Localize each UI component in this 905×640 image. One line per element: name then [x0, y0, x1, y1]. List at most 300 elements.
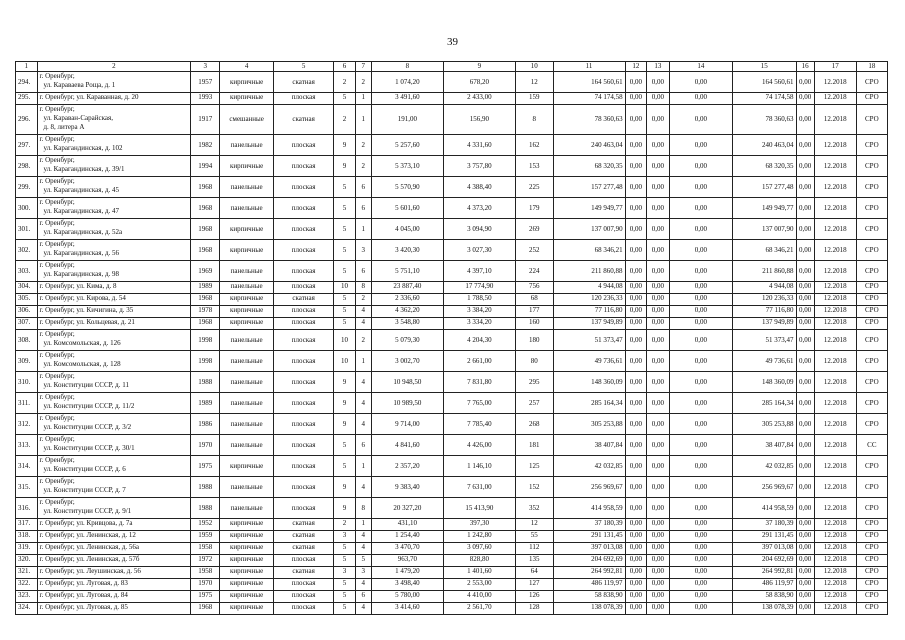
cell-floors: 2 — [334, 519, 356, 531]
cell-res: 125 — [515, 456, 553, 477]
cell-liv: 2 561,70 — [443, 603, 515, 615]
cell-c15: 78 360,63 — [733, 105, 796, 135]
cell-wall: кирпичные — [220, 93, 274, 105]
cell-liv: 3 334,20 — [443, 318, 515, 330]
cell-total: 264 992,81 — [553, 567, 625, 579]
cell-c15: 74 174,58 — [733, 93, 796, 105]
cell-c13: 0,00 — [647, 591, 670, 603]
cell-no: 295. — [16, 93, 38, 105]
cell-addr — [37, 567, 191, 579]
cell-liv: 397,30 — [443, 519, 515, 531]
address-line: г. Оренбург, ул. Луговая, д. 85 — [39, 603, 128, 611]
cell-wall: кирпичные — [220, 591, 274, 603]
cell-liv: 678,20 — [443, 72, 515, 93]
cell-c12: 0,00 — [625, 261, 647, 282]
cell-wall: кирпичные — [220, 456, 274, 477]
cell-date: 12.2018 — [814, 240, 856, 261]
cell-roof: плоская — [274, 477, 334, 498]
cell-year: 1968 — [191, 240, 220, 261]
cell-year: 1986 — [191, 414, 220, 435]
cell-liv: 4 331,60 — [443, 135, 515, 156]
cell-year: 1957 — [191, 72, 220, 93]
cell-c14: 0,00 — [669, 414, 732, 435]
cell-c12: 0,00 — [625, 177, 647, 198]
address-line: ул. Караван-Сарайская, — [43, 114, 113, 122]
cell-wall: кирпичные — [220, 219, 274, 240]
column-number-row — [16, 62, 888, 72]
cell-roof: плоская — [274, 198, 334, 219]
column-number-9: 9 — [443, 62, 515, 72]
cell-addr — [37, 477, 191, 498]
cell-total: 42 032,85 — [553, 456, 625, 477]
cell-c15: 138 078,39 — [733, 603, 796, 615]
cell-res: 252 — [515, 240, 553, 261]
cell-ent: 3 — [355, 240, 371, 261]
cell-roof: плоская — [274, 93, 334, 105]
cell-area: 963,70 — [371, 555, 443, 567]
cell-c15: 486 119,97 — [733, 579, 796, 591]
cell-liv: 4 388,40 — [443, 177, 515, 198]
cell-date: 12.2018 — [814, 156, 856, 177]
address-line: г. Оренбург, — [39, 261, 75, 269]
cell-floors: 5 — [334, 306, 356, 318]
cell-area: 2 336,60 — [371, 294, 443, 306]
cell-ent: 4 — [355, 414, 371, 435]
address-line: ул. Конституции СССР, д. 30/1 — [43, 444, 135, 452]
table-row — [16, 414, 888, 435]
cell-c14: 0,00 — [669, 306, 732, 318]
cell-ent: 4 — [355, 603, 371, 615]
column-number-11: 11 — [553, 62, 625, 72]
address-line: г. Оренбург, ул. Ленинская, д. 56а — [39, 543, 139, 551]
cell-c14: 0,00 — [669, 603, 732, 615]
address-line: г. Оренбург, — [39, 135, 75, 143]
cell-c16: 0,00 — [796, 261, 814, 282]
cell-year: 1988 — [191, 477, 220, 498]
cell-wall: панельные — [220, 135, 274, 156]
cell-roof: плоская — [274, 456, 334, 477]
address-line: г. Оренбург, ул. Кичигина, д. 35 — [39, 306, 134, 314]
cell-c13: 0,00 — [647, 240, 670, 261]
cell-c15: 120 236,33 — [733, 294, 796, 306]
cell-c14: 0,00 — [669, 579, 732, 591]
column-number-18: 18 — [856, 62, 887, 72]
cell-c14: 0,00 — [669, 294, 732, 306]
cell-total: 305 253,88 — [553, 414, 625, 435]
column-number-2: 2 — [37, 62, 191, 72]
cell-c16: 0,00 — [796, 177, 814, 198]
cell-wall: кирпичные — [220, 240, 274, 261]
cell-wall: панельные — [220, 414, 274, 435]
cell-c14: 0,00 — [669, 261, 732, 282]
cell-date: 12.2018 — [814, 555, 856, 567]
cell-c15: 256 969,67 — [733, 477, 796, 498]
address-line: ул. Конституции СССР, д. 9/1 — [43, 507, 132, 515]
cell-ent: 6 — [355, 177, 371, 198]
cell-c12: 0,00 — [625, 372, 647, 393]
cell-area: 1 254,40 — [371, 531, 443, 543]
cell-addr — [37, 294, 191, 306]
cell-c14: 0,00 — [669, 372, 732, 393]
address-line: г. Оренбург, — [39, 105, 75, 113]
cell-c14: 0,00 — [669, 477, 732, 498]
cell-c12: 0,00 — [625, 330, 647, 351]
cell-liv: 7 631,00 — [443, 477, 515, 498]
page-number: 39 — [447, 36, 458, 48]
cell-c13: 0,00 — [647, 603, 670, 615]
cell-c16: 0,00 — [796, 372, 814, 393]
cell-addr — [37, 435, 191, 456]
cell-area: 20 327,20 — [371, 498, 443, 519]
cell-way: СРО — [856, 72, 887, 93]
cell-liv: 3 097,60 — [443, 543, 515, 555]
address-line: г. Оренбург, ул. Ленинская, д. 12 — [39, 531, 136, 539]
cell-roof: плоская — [274, 240, 334, 261]
cell-c15: 157 277,48 — [733, 177, 796, 198]
cell-floors: 9 — [334, 393, 356, 414]
cell-c15: 4 944,08 — [733, 282, 796, 294]
cell-c15: 51 373,47 — [733, 330, 796, 351]
cell-c14: 0,00 — [669, 156, 732, 177]
cell-year: 1989 — [191, 282, 220, 294]
table-row — [16, 261, 888, 282]
cell-liv: 7 831,80 — [443, 372, 515, 393]
cell-year: 1952 — [191, 519, 220, 531]
cell-liv: 3 384,20 — [443, 306, 515, 318]
cell-no: 315. — [16, 477, 38, 498]
address-line: г. Оренбург, ул. Кирова, д. 54 — [39, 294, 126, 302]
cell-liv: 828,80 — [443, 555, 515, 567]
cell-c14: 0,00 — [669, 219, 732, 240]
column-number-8: 8 — [371, 62, 443, 72]
cell-year: 1998 — [191, 330, 220, 351]
cell-c15: 137 007,90 — [733, 219, 796, 240]
cell-c14: 0,00 — [669, 135, 732, 156]
cell-c16: 0,00 — [796, 435, 814, 456]
cell-total: 51 373,47 — [553, 330, 625, 351]
cell-wall: кирпичные — [220, 579, 274, 591]
cell-ent: 2 — [355, 72, 371, 93]
cell-date: 12.2018 — [814, 414, 856, 435]
cell-c14: 0,00 — [669, 498, 732, 519]
cell-way: СРО — [856, 351, 887, 372]
cell-c14: 0,00 — [669, 282, 732, 294]
cell-no: 314. — [16, 456, 38, 477]
cell-roof: плоская — [274, 135, 334, 156]
cell-no: 305. — [16, 294, 38, 306]
cell-c16: 0,00 — [796, 567, 814, 579]
cell-c16: 0,00 — [796, 294, 814, 306]
cell-ent: 2 — [355, 156, 371, 177]
cell-addr — [37, 543, 191, 555]
cell-area: 3 548,80 — [371, 318, 443, 330]
cell-no: 313. — [16, 435, 38, 456]
cell-no: 307. — [16, 318, 38, 330]
cell-res: 268 — [515, 414, 553, 435]
cell-area: 10 989,50 — [371, 393, 443, 414]
cell-wall: кирпичные — [220, 318, 274, 330]
cell-c14: 0,00 — [669, 393, 732, 414]
cell-ent: 5 — [355, 555, 371, 567]
cell-floors: 10 — [334, 330, 356, 351]
cell-c16: 0,00 — [796, 531, 814, 543]
cell-roof: плоская — [274, 177, 334, 198]
cell-c16: 0,00 — [796, 477, 814, 498]
cell-c15: 211 860,88 — [733, 261, 796, 282]
address-line: ул. Караваева Роща, д. 1 — [43, 81, 116, 89]
cell-c16: 0,00 — [796, 93, 814, 105]
cell-roof: скатная — [274, 519, 334, 531]
cell-roof: скатная — [274, 567, 334, 579]
cell-c13: 0,00 — [647, 306, 670, 318]
cell-date: 12.2018 — [814, 498, 856, 519]
cell-total: 38 407,84 — [553, 435, 625, 456]
cell-liv: 4 373,20 — [443, 198, 515, 219]
cell-no: 319. — [16, 543, 38, 555]
cell-total: 240 463,04 — [553, 135, 625, 156]
cell-date: 12.2018 — [814, 93, 856, 105]
address-line: ул. Карагандинская, д. 102 — [43, 144, 123, 152]
cell-no: 308. — [16, 330, 38, 351]
cell-c14: 0,00 — [669, 198, 732, 219]
cell-floors: 5 — [334, 543, 356, 555]
cell-no: 303. — [16, 261, 38, 282]
cell-res: 112 — [515, 543, 553, 555]
table-body — [16, 62, 888, 615]
cell-c12: 0,00 — [625, 105, 647, 135]
cell-wall: панельные — [220, 282, 274, 294]
address-line: г. Оренбург, — [39, 351, 75, 359]
cell-way: СРО — [856, 414, 887, 435]
table-row — [16, 603, 888, 615]
cell-liv: 7 785,40 — [443, 414, 515, 435]
cell-year: 1968 — [191, 198, 220, 219]
address-line: ул. Конституции СССР, д. 6 — [43, 465, 126, 473]
cell-c12: 0,00 — [625, 498, 647, 519]
column-number-7: 7 — [355, 62, 371, 72]
cell-addr — [37, 135, 191, 156]
cell-c12: 0,00 — [625, 240, 647, 261]
cell-area: 3 491,60 — [371, 93, 443, 105]
cell-addr — [37, 330, 191, 351]
cell-way: СРО — [856, 543, 887, 555]
cell-roof: плоская — [274, 330, 334, 351]
cell-date: 12.2018 — [814, 105, 856, 135]
cell-liv: 156,90 — [443, 105, 515, 135]
cell-area: 5 257,60 — [371, 135, 443, 156]
table-row — [16, 351, 888, 372]
cell-c16: 0,00 — [796, 240, 814, 261]
cell-c12: 0,00 — [625, 219, 647, 240]
cell-year: 1978 — [191, 306, 220, 318]
cell-way: СРО — [856, 294, 887, 306]
cell-c12: 0,00 — [625, 519, 647, 531]
cell-c12: 0,00 — [625, 477, 647, 498]
cell-c15: 38 407,84 — [733, 435, 796, 456]
table-row — [16, 282, 888, 294]
cell-year: 1975 — [191, 456, 220, 477]
cell-addr — [37, 372, 191, 393]
address-line: ул. Карагандинская, д. 39/1 — [43, 165, 125, 173]
cell-liv: 2 661,00 — [443, 351, 515, 372]
cell-c13: 0,00 — [647, 93, 670, 105]
cell-c12: 0,00 — [625, 603, 647, 615]
cell-year: 1968 — [191, 318, 220, 330]
cell-c16: 0,00 — [796, 543, 814, 555]
cell-ent: 4 — [355, 531, 371, 543]
cell-res: 352 — [515, 498, 553, 519]
cell-way: СРО — [856, 105, 887, 135]
cell-wall: кирпичные — [220, 306, 274, 318]
cell-c16: 0,00 — [796, 105, 814, 135]
cell-area: 5 601,60 — [371, 198, 443, 219]
cell-c13: 0,00 — [647, 219, 670, 240]
cell-date: 12.2018 — [814, 219, 856, 240]
cell-date: 12.2018 — [814, 591, 856, 603]
cell-no: 317. — [16, 519, 38, 531]
cell-floors: 9 — [334, 498, 356, 519]
cell-c12: 0,00 — [625, 414, 647, 435]
cell-c12: 0,00 — [625, 579, 647, 591]
cell-floors: 5 — [334, 198, 356, 219]
cell-total: 149 949,77 — [553, 198, 625, 219]
cell-total: 77 116,80 — [553, 306, 625, 318]
cell-roof: плоская — [274, 603, 334, 615]
cell-floors: 9 — [334, 477, 356, 498]
cell-c16: 0,00 — [796, 414, 814, 435]
cell-addr — [37, 555, 191, 567]
cell-date: 12.2018 — [814, 543, 856, 555]
cell-no: 297. — [16, 135, 38, 156]
cell-floors: 3 — [334, 531, 356, 543]
cell-total: 68 346,21 — [553, 240, 625, 261]
cell-c16: 0,00 — [796, 519, 814, 531]
address-line: ул. Карагандинская, д. 56 — [43, 249, 120, 257]
cell-liv: 3 027,30 — [443, 240, 515, 261]
cell-addr — [37, 393, 191, 414]
cell-addr — [37, 156, 191, 177]
cell-ent: 3 — [355, 567, 371, 579]
cell-floors: 2 — [334, 72, 356, 93]
cell-no: 298. — [16, 156, 38, 177]
cell-area: 5 751,10 — [371, 261, 443, 282]
cell-ent: 4 — [355, 306, 371, 318]
cell-wall: кирпичные — [220, 555, 274, 567]
cell-c13: 0,00 — [647, 294, 670, 306]
table-row — [16, 567, 888, 579]
address-line: г. Оренбург, ул. Кривцова, д. 7а — [39, 519, 133, 527]
cell-total: 138 078,39 — [553, 603, 625, 615]
cell-area: 191,00 — [371, 105, 443, 135]
address-line: г. Оренбург, ул. Ленинская, д. 57б — [39, 555, 140, 563]
cell-res: 153 — [515, 156, 553, 177]
cell-c13: 0,00 — [647, 498, 670, 519]
table-row — [16, 531, 888, 543]
cell-floors: 5 — [334, 177, 356, 198]
cell-addr — [37, 498, 191, 519]
cell-c15: 149 949,77 — [733, 198, 796, 219]
cell-wall: кирпичные — [220, 294, 274, 306]
cell-c14: 0,00 — [669, 330, 732, 351]
cell-way: СРО — [856, 531, 887, 543]
cell-liv: 1 242,80 — [443, 531, 515, 543]
cell-c13: 0,00 — [647, 156, 670, 177]
cell-date: 12.2018 — [814, 393, 856, 414]
cell-addr — [37, 105, 191, 135]
cell-c16: 0,00 — [796, 603, 814, 615]
cell-way: СРО — [856, 93, 887, 105]
table-row — [16, 477, 888, 498]
cell-date: 12.2018 — [814, 603, 856, 615]
cell-c12: 0,00 — [625, 435, 647, 456]
cell-floors: 10 — [334, 282, 356, 294]
cell-c16: 0,00 — [796, 306, 814, 318]
cell-ent: 2 — [355, 135, 371, 156]
cell-way: СРО — [856, 318, 887, 330]
cell-ent: 6 — [355, 198, 371, 219]
cell-floors: 5 — [334, 456, 356, 477]
cell-no: 312. — [16, 414, 38, 435]
cell-wall: кирпичные — [220, 603, 274, 615]
cell-no: 309. — [16, 351, 38, 372]
cell-date: 12.2018 — [814, 261, 856, 282]
cell-ent: 1 — [355, 219, 371, 240]
cell-c13: 0,00 — [647, 519, 670, 531]
cell-addr — [37, 198, 191, 219]
cell-total: 285 164,34 — [553, 393, 625, 414]
cell-roof: плоская — [274, 306, 334, 318]
cell-roof: скатная — [274, 294, 334, 306]
column-number-10: 10 — [515, 62, 553, 72]
cell-way: СРО — [856, 393, 887, 414]
cell-ent: 2 — [355, 294, 371, 306]
cell-c12: 0,00 — [625, 456, 647, 477]
column-number-15: 15 — [733, 62, 796, 72]
cell-way: СРО — [856, 135, 887, 156]
cell-total: 164 560,61 — [553, 72, 625, 93]
cell-total: 137 007,90 — [553, 219, 625, 240]
cell-ent: 4 — [355, 579, 371, 591]
cell-c14: 0,00 — [669, 72, 732, 93]
cell-no: 316. — [16, 498, 38, 519]
cell-ent: 2 — [355, 330, 371, 351]
cell-total: 58 838,90 — [553, 591, 625, 603]
cell-addr — [37, 318, 191, 330]
cell-year: 1917 — [191, 105, 220, 135]
cell-wall: смешанные — [220, 105, 274, 135]
cell-year: 1982 — [191, 135, 220, 156]
cell-date: 12.2018 — [814, 531, 856, 543]
cell-roof: плоская — [274, 351, 334, 372]
column-number-4: 4 — [220, 62, 274, 72]
cell-c16: 0,00 — [796, 351, 814, 372]
cell-date: 12.2018 — [814, 282, 856, 294]
cell-date: 12.2018 — [814, 135, 856, 156]
cell-year: 1988 — [191, 498, 220, 519]
table-row — [16, 318, 888, 330]
cell-area: 4 841,60 — [371, 435, 443, 456]
cell-c12: 0,00 — [625, 567, 647, 579]
cell-area: 4 045,00 — [371, 219, 443, 240]
cell-area: 1 074,20 — [371, 72, 443, 93]
cell-way: СРО — [856, 306, 887, 318]
address-line: г. Оренбург, ул. Луговая, д. 84 — [39, 591, 128, 599]
cell-c13: 0,00 — [647, 330, 670, 351]
cell-wall: панельные — [220, 477, 274, 498]
table-row — [16, 543, 888, 555]
column-number-6: 6 — [334, 62, 356, 72]
cell-roof: плоская — [274, 555, 334, 567]
